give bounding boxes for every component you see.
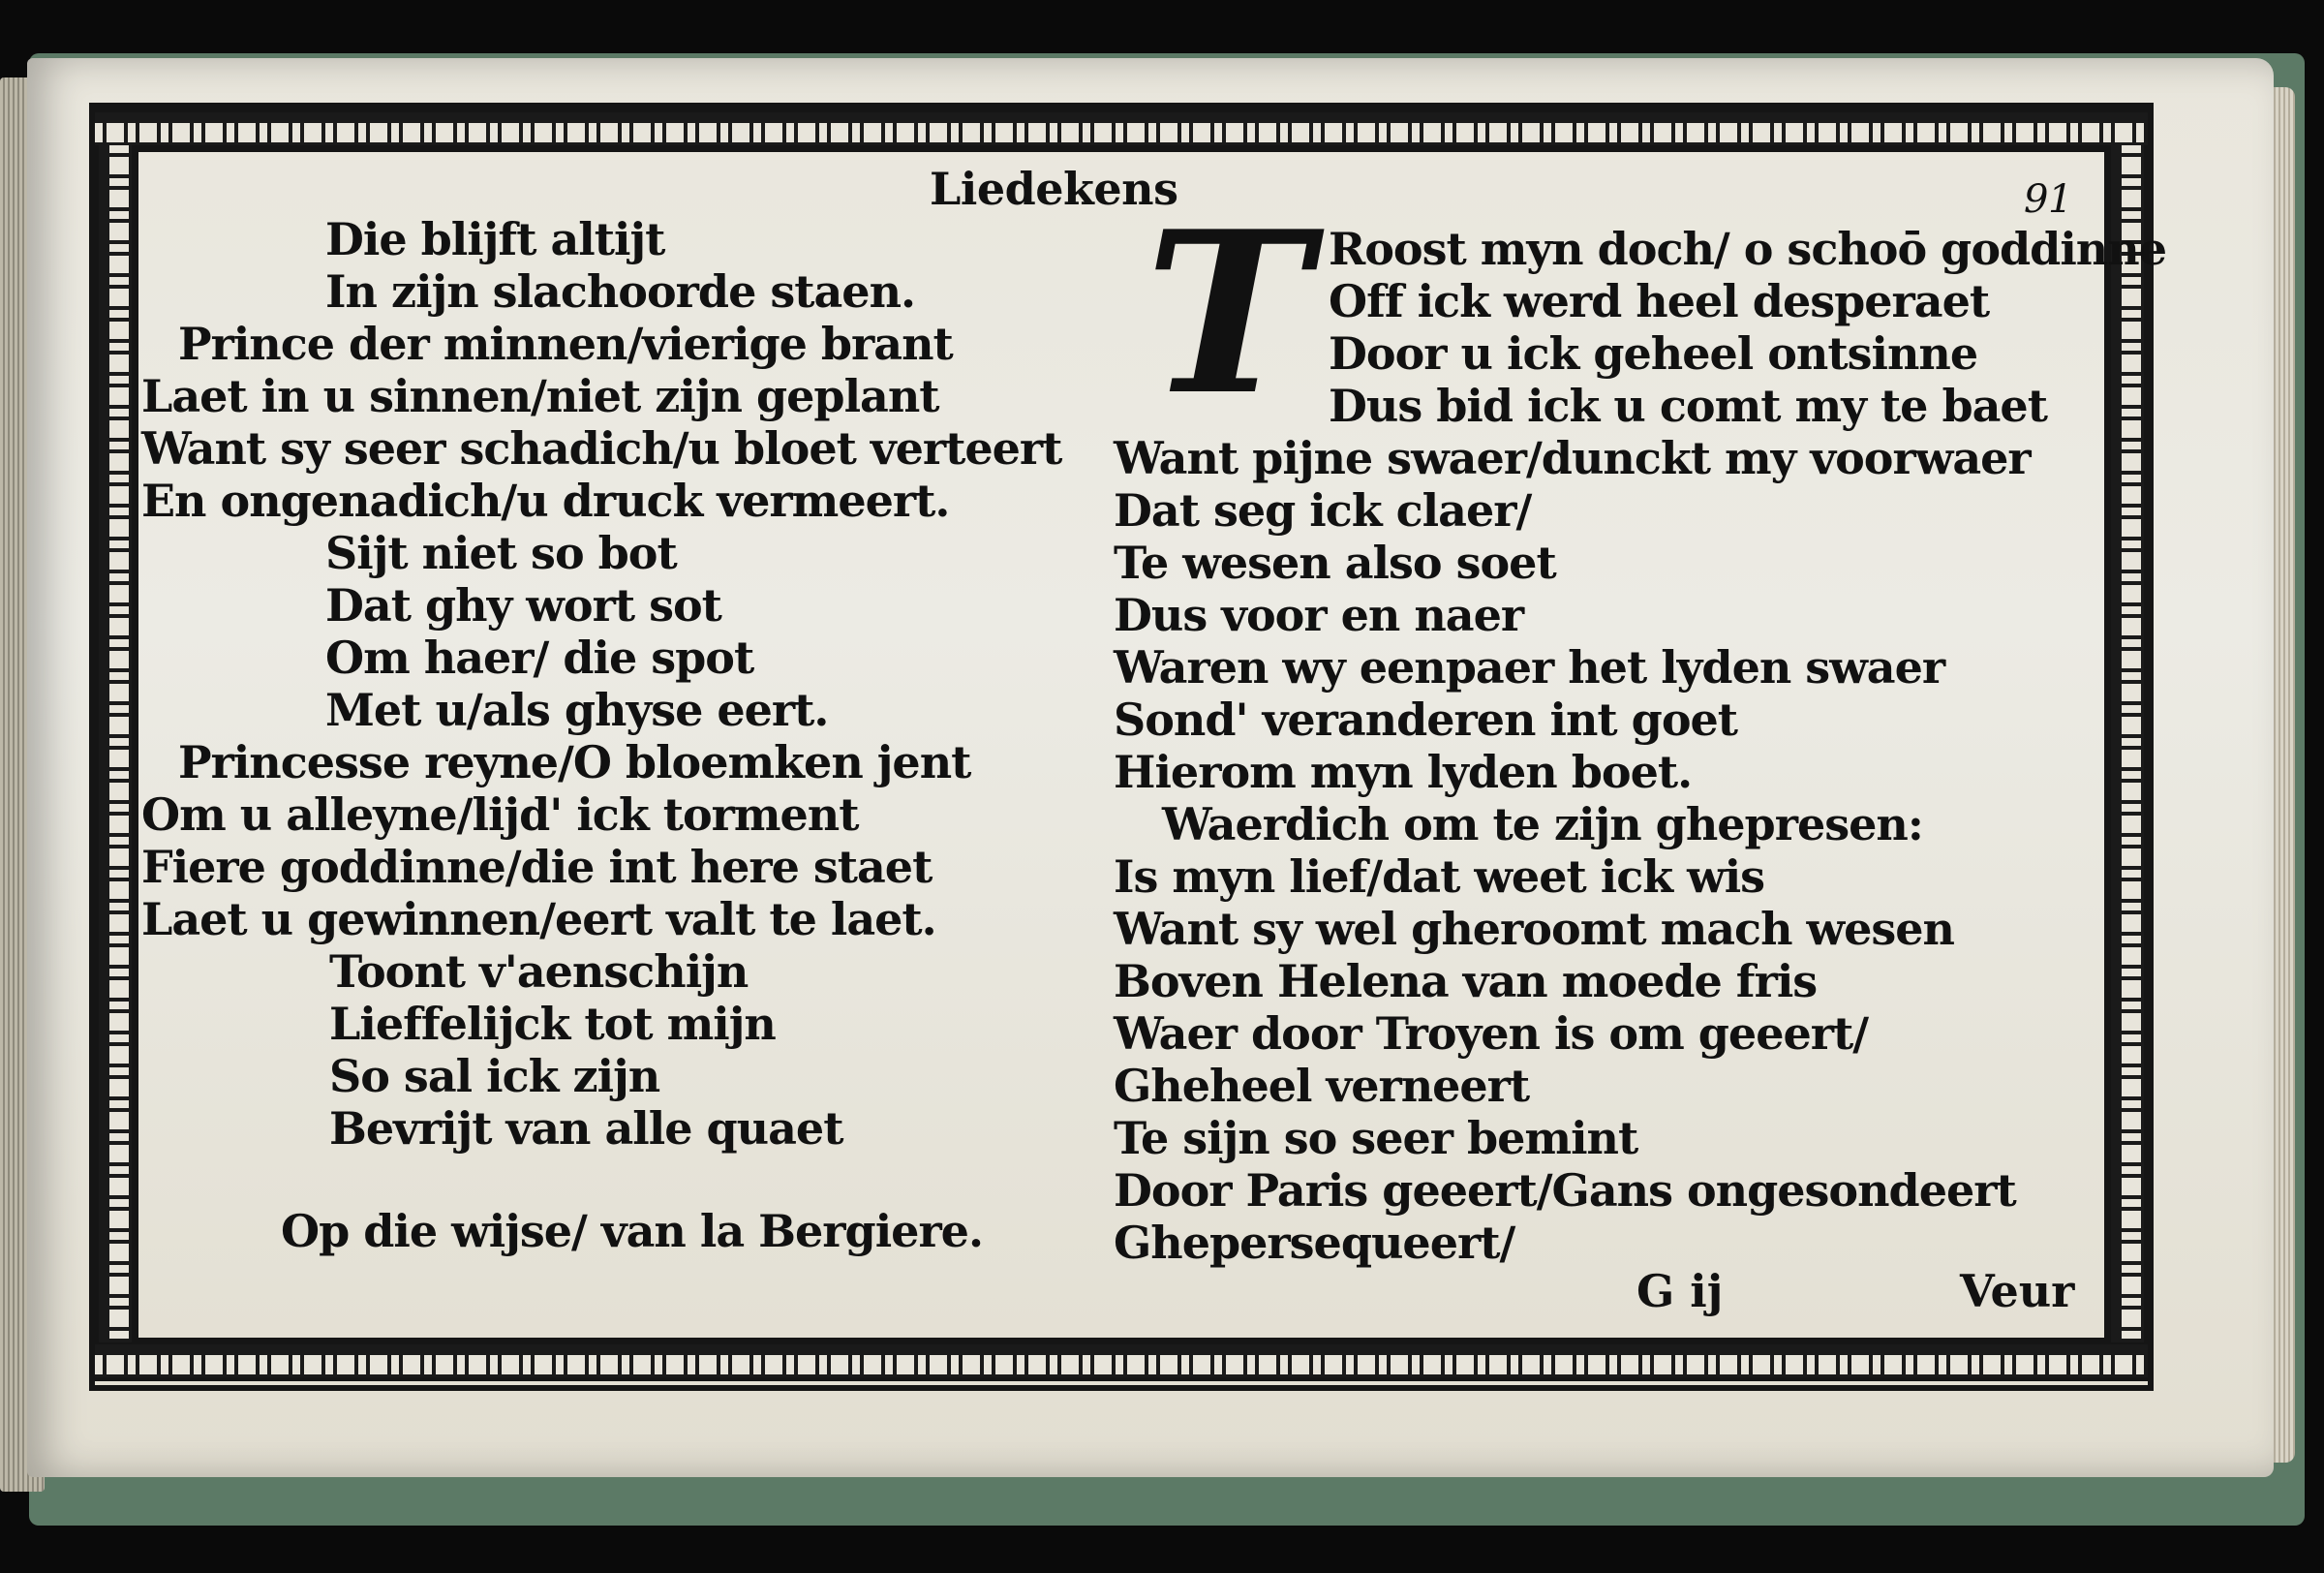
left-line: Sijt niet so bot [325,527,677,579]
right-line: Dat seg ick claer/ [1114,484,1532,537]
left-line: So sal ick zijn [329,1050,660,1102]
left-line: In zijn slachoorde staen. [325,265,916,318]
left-line: Want sy seer schadich/u bloet verteert [141,422,1062,475]
right-line: Want sy wel gheroomt mach wesen [1114,903,1954,955]
left-line: Dat ghy wort sot [325,579,721,632]
running-title: Liedekens [930,163,1178,215]
decorative-band-bottom [95,1341,2148,1381]
left-line: Laet u gewinnen/eert valt te laet. [141,893,936,945]
left-line: Prince der minnen/vierige brant [178,318,953,370]
right-line: Door u ick geheel ontsinne [1329,327,1978,380]
right-line: Gheheel verneert [1114,1060,1530,1112]
left-line-tune-note: Op die wijse/ van la Bergiere. [281,1205,983,1257]
right-line: Te wesen also soet [1114,537,1556,589]
left-line: Laet in u sinnen/niet zijn geplant [141,370,939,422]
decorative-band-top [95,108,2148,149]
right-line: Is myn lief/dat weet ick wis [1114,850,1765,903]
left-line: Die blijft altijt [325,213,665,265]
left-line: Toont v'aenschijn [329,945,749,998]
right-line: Hierom myn lyden boet. [1114,746,1693,798]
left-line: Om u alleyne/lijd' ick torment [141,788,859,841]
decorative-band-right [2107,145,2148,1342]
catchword: Veur [1960,1265,2075,1317]
left-line: Bevrijt van alle quaet [329,1102,843,1155]
right-line: Boven Helena van moede fris [1114,955,1818,1007]
right-line: Off ick werd heel desperaet [1329,275,1990,327]
right-line: Waerdich om te zijn ghepresen: [1162,798,1923,850]
right-line: Dus bid ick u comt my te baet [1329,380,2047,432]
left-line: Om haer/ die spot [325,632,754,684]
right-line: Waren wy eenpaer het lyden swaer [1114,641,1945,694]
right-line: Roost myn doch/ o schoō goddinne [1329,223,2166,275]
decorative-band-left [95,145,136,1342]
signature-mark: G ij [1636,1265,1724,1317]
left-line: Princesse reyne/O bloemken jent [178,736,971,788]
right-line: Want pijne swaer/dunckt my voorwaer [1114,432,2031,484]
right-line: Dus voor en naer [1114,589,1524,641]
right-line: Te sijn so seer bemint [1114,1112,1638,1164]
left-line: Fiere goddinne/die int here staet [141,841,933,893]
page-number: 91 [2024,177,2072,222]
left-line: Met u/als ghyse eert. [325,684,829,736]
drop-cap-initial: T [1145,183,1311,445]
left-line: En ongenadich/u druck vermeert. [141,475,950,527]
right-line: Sond' veranderen int goet [1114,694,1738,746]
right-line: Waer door Troyen is om geeert/ [1114,1007,1869,1060]
left-line: Lieffelijck tot mijn [329,998,776,1050]
right-line: Ghepersequeert/ [1114,1217,1515,1269]
right-line: Door Paris geeert/Gans ongesondeert [1114,1164,2016,1217]
